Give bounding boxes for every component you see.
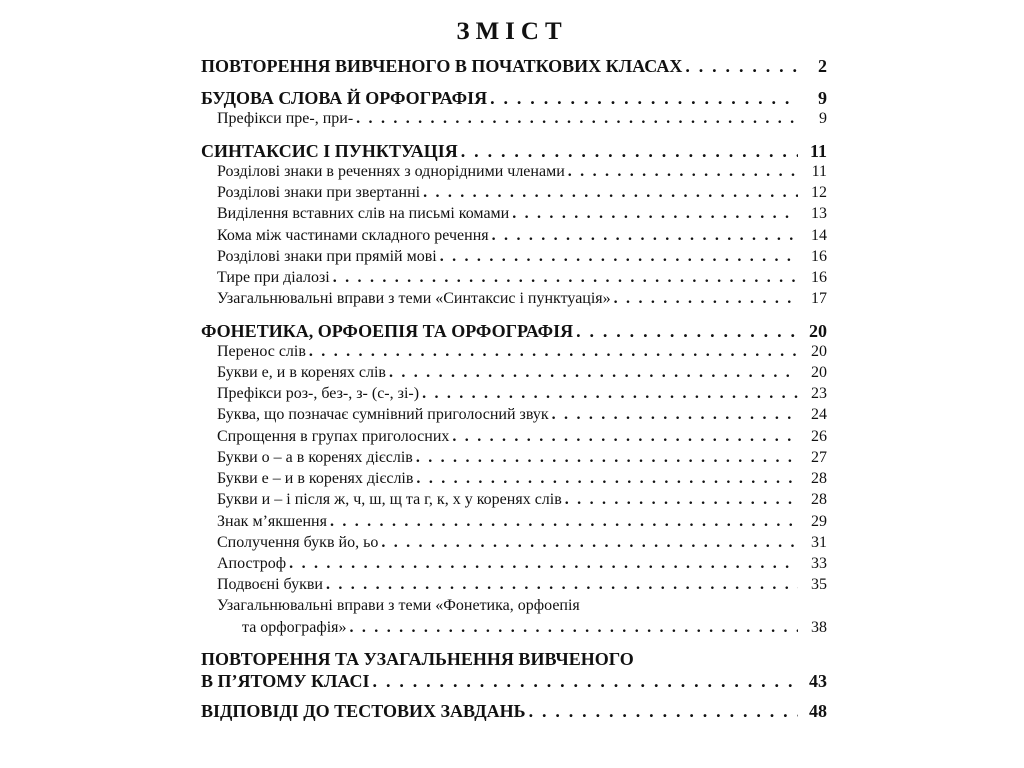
toc-entry-title: Букви е, и в коренях слів — [217, 364, 386, 381]
toc-entry-title: ПОВТОРЕННЯ ТА УЗАГАЛЬНЕННЯ ВИВЧЕНОГО — [201, 649, 634, 669]
dot-leader — [389, 364, 798, 382]
toc-subsection-entry — [0, 513, 1024, 535]
dot-leader — [529, 701, 798, 722]
toc-entry-title: ПОВТОРЕННЯ ВИВЧЕНОГО В ПОЧАТКОВИХ КЛАСАХ — [201, 56, 683, 76]
dot-leader — [452, 428, 798, 446]
toc-page-number: 9 — [819, 110, 827, 127]
toc-entry-title: Кома між частинами складного речення — [217, 227, 489, 244]
toc-page-number: 20 — [811, 343, 827, 360]
dot-leader — [552, 406, 798, 424]
toc-subsection-entry — [0, 205, 1024, 227]
toc-section-entry — [0, 321, 1024, 343]
dot-leader — [356, 110, 798, 128]
dot-leader — [576, 321, 798, 342]
toc-page-number: 11 — [811, 163, 827, 180]
toc-entry-title: Узагальнювальні вправи з теми «Фонетика, орфоепія — [217, 597, 580, 614]
dot-leader — [381, 534, 798, 552]
toc-page-number: 16 — [811, 248, 827, 265]
toc-subsection-entry — [0, 470, 1024, 492]
toc-subsection-entry — [0, 534, 1024, 556]
dot-leader — [440, 248, 798, 266]
toc-entry-title: Спрощення в групах приголосних — [217, 428, 450, 445]
dot-leader — [350, 619, 799, 637]
toc-subsection-entry — [0, 248, 1024, 270]
toc-subsection-entry — [0, 343, 1024, 365]
toc-entry-title: Букви е – и в коренях дієслів — [217, 470, 414, 487]
toc-entry-title: Виділення вставних слів на письмі комами — [217, 205, 510, 222]
toc-entry-title: СИНТАКСИС І ПУНКТУАЦІЯ — [201, 141, 458, 161]
dot-leader — [330, 513, 798, 531]
dot-leader — [512, 205, 798, 223]
toc-entry-title: Тире при діалозі — [217, 269, 330, 286]
toc-page-number: 12 — [811, 184, 827, 201]
toc-page-number: 23 — [811, 385, 827, 402]
toc-page-number: 43 — [809, 671, 827, 691]
toc-section-entry — [0, 141, 1024, 163]
toc-page-number: 27 — [811, 449, 827, 466]
toc-entry-title: Перенос слів — [217, 343, 306, 360]
page-title: ЗМІСТ — [456, 18, 568, 45]
toc-subsection-entry — [0, 576, 1024, 598]
toc-subsection-entry — [0, 163, 1024, 185]
toc-page-number: 35 — [811, 576, 827, 593]
dot-leader — [326, 576, 798, 594]
toc-section-entry — [0, 671, 1024, 693]
dot-leader — [568, 163, 798, 181]
toc-entry-title: Апостроф — [217, 555, 287, 572]
toc-subsection-entry — [0, 555, 1024, 577]
dot-leader — [423, 184, 798, 202]
toc-page-number: 13 — [811, 205, 827, 222]
toc-page-number: 38 — [811, 619, 827, 636]
toc-entry-title: Знак м’якшення — [217, 513, 327, 530]
dot-leader — [333, 269, 798, 287]
dot-leader — [416, 449, 798, 467]
toc-subsection-entry — [0, 597, 1024, 619]
toc-subsection-entry — [0, 449, 1024, 471]
toc-subsection-entry — [0, 227, 1024, 249]
toc-page-number: 28 — [811, 470, 827, 487]
dot-leader — [565, 491, 798, 509]
toc-page-number: 16 — [811, 269, 827, 286]
toc-entry-title: Букви и – і після ж, ч, ш, щ та г, к, х у коренях слів — [217, 491, 562, 508]
dot-leader — [309, 343, 798, 361]
dot-leader — [490, 88, 798, 109]
toc-entry-title: та орфографія» — [242, 619, 347, 636]
toc-page-number: 20 — [809, 321, 827, 341]
toc-entry-title: Розділові знаки при звертанні — [217, 184, 421, 201]
toc-subsection-entry — [0, 428, 1024, 450]
dot-leader — [373, 671, 798, 692]
toc-page-number: 9 — [818, 88, 827, 108]
toc-subsection-entry — [0, 269, 1024, 291]
dot-leader — [422, 385, 798, 403]
toc-subsection-entry — [0, 619, 1024, 641]
dot-leader — [289, 555, 798, 573]
toc-page-number: 24 — [811, 406, 827, 423]
toc-entry-title: Букви о – а в коренях дієслів — [217, 449, 413, 466]
dot-leader — [416, 470, 798, 488]
toc-entry-title: Префікси роз-, без-, з- (с-, зі-) — [217, 385, 420, 402]
toc-page-number: 11 — [809, 141, 827, 161]
dot-leader — [492, 227, 798, 245]
toc-section-entry — [0, 88, 1024, 110]
toc-entry-title: Розділові знаки при прямій мові — [217, 248, 437, 265]
toc-entry-title: Розділові знаки в реченнях з однорідними членами — [217, 163, 565, 180]
toc-entry-title: Сполучення букв йо, ьо — [217, 534, 379, 551]
toc-subsection-entry — [0, 491, 1024, 513]
toc-page-number: 33 — [811, 555, 827, 572]
dot-leader — [614, 290, 798, 308]
toc-entry-title: Подвоєні букви — [217, 576, 323, 593]
toc-entry-title: Префікси пре-, при- — [217, 110, 354, 127]
toc-entry-title: В П’ЯТОМУ КЛАСІ — [201, 671, 370, 691]
toc-entry-title: БУДОВА СЛОВА Й ОРФОГРАФІЯ — [201, 88, 488, 108]
toc-subsection-entry — [0, 290, 1024, 312]
toc-entry-title: ФОНЕТИКА, ОРФОЕПІЯ ТА ОРФОГРАФІЯ — [201, 321, 574, 341]
dot-leader — [461, 141, 798, 162]
toc-subsection-entry — [0, 364, 1024, 386]
toc-subsection-entry — [0, 406, 1024, 428]
toc-page-number: 14 — [811, 227, 827, 244]
toc-page-number: 29 — [811, 513, 827, 530]
toc-entry-title: Узагальнювальні вправи з теми «Синтаксис і пунктуація» — [217, 290, 611, 307]
toc-section-entry — [0, 56, 1024, 78]
toc-page-number: 20 — [811, 364, 827, 381]
toc-section-entry — [0, 649, 1024, 671]
dot-leader — [685, 56, 798, 77]
toc-page-number: 26 — [811, 428, 827, 445]
toc-page-number: 28 — [811, 491, 827, 508]
toc-page-number: 31 — [811, 534, 827, 551]
toc-subsection-entry — [0, 110, 1024, 132]
toc-subsection-entry — [0, 385, 1024, 407]
toc-entry-title: ВІДПОВІДІ ДО ТЕСТОВИХ ЗАВДАНЬ — [201, 701, 526, 721]
toc-page-number: 17 — [811, 290, 827, 307]
toc-entry-title: Буква, що позначає сумнівний приголосний звук — [217, 406, 549, 423]
toc-subsection-entry — [0, 184, 1024, 206]
toc-page-number: 48 — [809, 701, 827, 721]
toc-page-number: 2 — [818, 56, 827, 76]
toc-section-entry — [0, 701, 1024, 723]
